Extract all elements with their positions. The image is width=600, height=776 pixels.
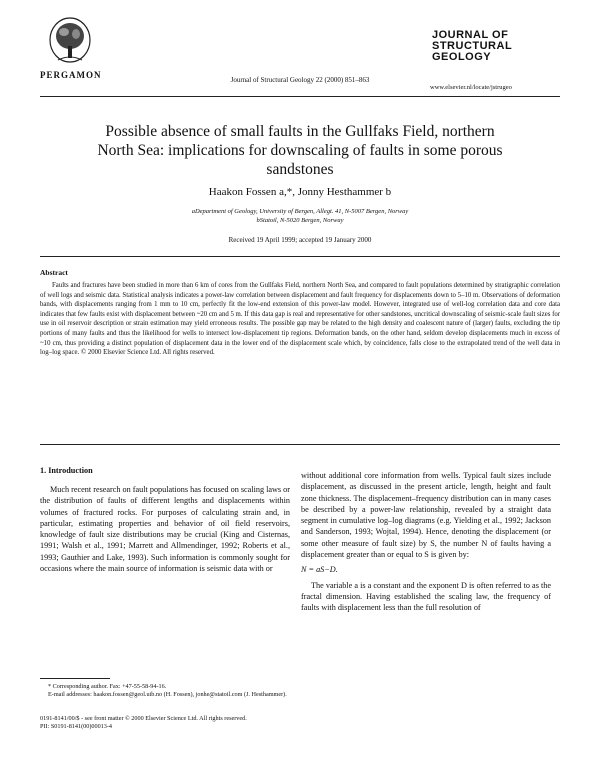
header-rule (40, 96, 560, 97)
journal-citation: Journal of Structural Geology 22 (2000) 851–863 (230, 76, 370, 84)
section-heading: 1. Introduction (40, 466, 93, 475)
affiliation-a: aDepartment of Geology, University of Bergen, Allegt. 41, N-5007 Bergen, Norway (191, 208, 409, 215)
journal-logo-line: JOURNAL OF (432, 29, 509, 41)
abstract-bottom-rule (40, 444, 560, 445)
article-title (40, 122, 560, 179)
footnote (40, 683, 300, 699)
footnote-rule (40, 678, 110, 679)
equation: N = aS−D. (301, 565, 338, 575)
title-line: North Sea: implications for downscaling of faults in some porous (97, 142, 503, 159)
journal-logo-line: GEOLOGY (432, 51, 492, 63)
corresponding-author: * Corresponding author. Fax: +47-55-58-94-16. (48, 683, 167, 690)
journal-logo (432, 30, 562, 63)
journal-url[interactable]: www.elsevier.nl/locate/jstrugeo (430, 84, 512, 91)
copyright-line (40, 715, 247, 731)
paragraph: without additional core information from wells. Typical fault sizes include displacement, as discussed in the present article, length, height and fault zone thickness. The displacement–frequency distribution can in many cases be described by a power-law relationship, revealed by a straight data segment in cumulative log–log diagrams (e.g. Yielding et al., 1992; Jackson and Sanderson, 1993; Wojtal, 1994). Hence, denoting the displacement (or some other measure of fault size) by S, the number N of faults having a displacement greater than or equal to S is given by: (301, 471, 551, 560)
paragraph: The variable a is a constant and the exponent D is often referred to as the fractal dimension. Having established the scaling law, the frequency of faults with displacement less than the full resolution of (301, 580, 551, 613)
pii-line: PII: S0191-8141(00)00013-4 (40, 723, 113, 730)
intro-left-column: Much recent research on fault populations has focused on scaling laws or the distribution of faults of different lengths and displacements within volumes of fractured rocks. For purposes of calculating strain and, in particular, estimating properties and behavior of oil field reservoirs, knowledge of fault size distributions may be crucial (King and Cisternas, 1991; Walsh et al., 1991; Marrett and Allmendinger, 1992; Roberts et al., 1993; Gauthier and Lake, 1993). Such information is commonly sought for occasions where the main source of information is seismic data with or (40, 485, 290, 574)
email-addresses: E-mail addresses: haakon.fossen@geol.uib.no (H. Fossen), jonhe@statoil.com (J. Hesthammer). (48, 691, 287, 698)
abstract-top-rule (40, 256, 560, 257)
affiliation-b: bStatoil, N-5020 Bergen, Norway (256, 217, 344, 224)
received-dates: Received 19 April 1999; accepted 19 January 2000 (228, 236, 372, 244)
publisher-emblem-icon (40, 12, 112, 70)
authors: Haakon Fossen a,*, Jonny Hesthammer b (208, 186, 392, 198)
publisher-name: PERGAMON (40, 70, 102, 80)
issn-line: 0191-8141/00/$ - see front matter © 2000 Elsevier Science Ltd. All rights reserved. (40, 715, 247, 722)
title-line: sandstones (266, 161, 334, 178)
intro-right-column (301, 470, 551, 614)
title-line: Possible absence of small faults in the Gullfaks Field, northern (105, 123, 495, 140)
abstract-text: Faults and fractures have been studied in more than 6 km of cores from the Gullfaks Field, northern North Sea, and compared to fault populations determined by stratigraphic correlation of well logs and seismic data. Statistical analysis indicates a power-law correlation between displacement and fault frequency for displacements down to 5–10 m. Observations of deformation bands, with displacements ranging from 1 mm to 10 cm, perfectly fit the low-end extension of this power-law model. However, integrated use of well-log correlation data and core data indicates that few faults exist with displacement between ~20 cm and 5 m. If this data gap is real and representative for other sandstones, uncritical downscaling of seismic-scale fault sizes for use in oil reservoir description or strain estimation may yield erroneous results. The possible gap may be related to the high density and coalescent nature of (larger) faults, excluding the tip portions of many faults and thus the likelihood for wells to intersect low-displacement tip regions. Deformation bands, on the other hand, seldom develop displacements much in excess of ~10 cm, thus providing a distinct population of displacement data in the lower end of the displacement scale which, by coincidence, falls close to the extrapolated trend of the well data in log–log space. © 2000 Elsevier Science Ltd. All rights reserved. (40, 282, 560, 357)
abstract-heading: Abstract (40, 268, 68, 277)
journal-logo-line: STRUCTURAL (432, 40, 513, 52)
